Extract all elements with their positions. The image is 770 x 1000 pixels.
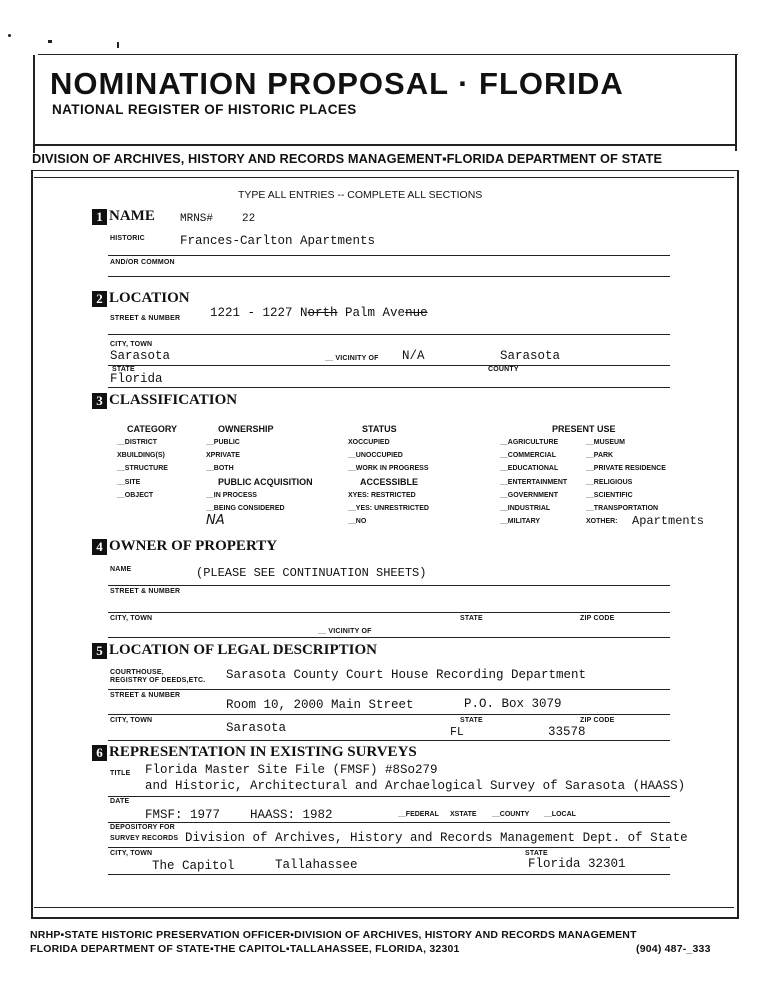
present-use-option: __PARK — [586, 452, 614, 459]
present-use-option: __PRIVATE RESIDENCE — [586, 465, 666, 472]
vicinity-label: __ VICINITY OF — [325, 355, 379, 362]
ownership-header: OWNERSHIP — [218, 424, 274, 434]
ownership-option: __PUBLIC — [206, 439, 240, 446]
owner-name-label: NAME — [110, 566, 132, 573]
scan-speck — [48, 40, 52, 43]
present-use-option: __EDUCATIONAL — [500, 465, 559, 472]
state-value: Florida — [110, 372, 163, 386]
legal-state-label: STATE — [460, 717, 483, 724]
survey-city-value-2: Tallahassee — [275, 858, 358, 872]
present-use-option: __GOVERNMENT — [500, 492, 558, 499]
section-number: 1 — [92, 209, 107, 225]
form-inner-bottom — [34, 907, 734, 908]
rule — [108, 847, 670, 848]
rule — [108, 740, 670, 741]
rule — [108, 255, 670, 256]
header-bottom-rule — [33, 144, 737, 146]
state-label: STATE — [112, 366, 135, 373]
present-use-option: __INDUSTRIAL — [500, 505, 551, 512]
present-use-option: __ENTERTAINMENT — [500, 479, 568, 486]
legal-state-value: FL — [450, 726, 464, 739]
instructions: TYPE ALL ENTRIES -- COMPLETE ALL SECTIONS — [238, 189, 483, 201]
legal-zip-label: ZIP CODE — [580, 717, 615, 724]
present-use-option: __MILITARY — [500, 518, 541, 525]
legal-street-label: STREET & NUMBER — [110, 692, 181, 699]
other-use-value: Apartments — [632, 514, 705, 528]
present-use-option: __SCIENTIFIC — [586, 492, 633, 499]
owner-vicinity-label: __ VICINITY OF — [318, 628, 372, 635]
legal-city-value: Sarasota — [226, 721, 287, 735]
footer-line-1: NRHP▪STATE HISTORIC PRESERVATION OFFICER▪DIVISION OF ARCHIVES, HISTORY AND RECORDS MANAGEMENT — [30, 929, 637, 941]
legal-street-value: Room 10, 2000 Main Street — [226, 698, 414, 712]
rule — [108, 365, 670, 366]
section-number: 4 — [92, 539, 107, 555]
owner-state-label: STATE — [460, 615, 483, 622]
vicinity-value: N/A — [402, 349, 425, 363]
section-classification-heading: 3 CLASSIFICATION — [92, 392, 237, 409]
accessible-option: __YES: UNRESTRICTED — [348, 505, 429, 512]
courthouse-label: COURTHOUSE, — [110, 669, 164, 676]
category-option: XBUILDING(S) — [117, 452, 165, 459]
depository-label: SURVEY RECORDS — [110, 835, 179, 842]
footer-phone: (904) 487-_333 — [636, 943, 711, 955]
survey-level-federal: __FEDERAL — [398, 811, 439, 818]
ownership-option: __BOTH — [206, 465, 234, 472]
survey-state-label: STATE — [525, 850, 548, 857]
section-location-heading: 2 LOCATION — [92, 290, 190, 307]
scan-speck — [8, 34, 11, 37]
category-option: __STRUCTURE — [117, 465, 168, 472]
rule — [108, 714, 670, 715]
status-option: XOCCUPIED — [348, 439, 390, 446]
present-use-option: __RELIGIOUS — [586, 479, 633, 486]
rule — [108, 612, 670, 613]
acquisition-option: __IN PROCESS — [206, 492, 257, 499]
division-bottom-rule — [33, 170, 737, 171]
category-option: __SITE — [117, 479, 141, 486]
rule — [108, 276, 670, 277]
survey-title-line2: and Historic, Architectural and Archaelogical Survey of Sarasota (HAASS) — [145, 779, 686, 793]
county-label: COUNTY — [488, 366, 519, 373]
owner-city-label: CITY, TOWN — [110, 615, 153, 622]
acquisition-note: NA — [206, 513, 225, 528]
rule — [108, 637, 670, 638]
form-right-rule — [737, 170, 739, 918]
rule — [108, 585, 670, 586]
depository-value: Division of Archives, History and Records Management Dept. of State — [185, 831, 688, 845]
status-header: STATUS — [362, 424, 397, 434]
survey-state-value: Florida 32301 — [528, 857, 626, 871]
survey-city-label: CITY, TOWN — [110, 850, 153, 857]
courthouse-label: REGISTRY OF DEEDS,ETC. — [110, 677, 206, 684]
survey-date-label: DATE — [110, 798, 130, 805]
legal-city-label: CITY, TOWN — [110, 717, 153, 724]
present-use-header: PRESENT USE — [552, 424, 616, 434]
header-right-rule — [735, 55, 737, 151]
street-value: 1221 - 1227 North Palm Avenue — [210, 306, 428, 320]
form-bottom-rule — [31, 917, 739, 919]
rule — [108, 387, 670, 388]
legal-zip-value: 33578 — [548, 725, 586, 739]
category-option: __OBJECT — [117, 492, 154, 499]
survey-title-label: TITLE — [110, 770, 131, 777]
status-option: __UNOCCUPIED — [348, 452, 403, 459]
top-rule — [38, 54, 738, 55]
rule — [108, 796, 670, 797]
county-value: Sarasota — [500, 349, 561, 363]
courthouse-value: Sarasota County Court House Recording Department — [226, 668, 587, 682]
city-value: Sarasota — [110, 349, 171, 363]
footer-line-2: FLORIDA DEPARTMENT OF STATE▪THE CAPITOL▪TALLAHASSEE, FLORIDA, 32301 — [30, 943, 460, 955]
rule — [108, 822, 670, 823]
depository-label: DEPOSITORY FOR — [110, 824, 175, 831]
survey-title-line1: Florida Master Site File (FMSF) #8So279 — [145, 763, 438, 777]
rule — [108, 874, 670, 875]
section-surveys-heading: 6 REPRESENTATION IN EXISTING SURVEYS — [92, 744, 417, 761]
accessible-option: XYES: RESTRICTED — [348, 492, 416, 499]
street-label: STREET & NUMBER — [110, 315, 181, 322]
accessible-option: __NO — [348, 518, 367, 525]
owner-street-label: STREET & NUMBER — [110, 588, 181, 595]
city-label: CITY, TOWN — [110, 341, 153, 348]
category-option: __DISTRICT — [117, 439, 158, 446]
form-left-rule — [31, 170, 33, 918]
owner-name-value: (PLEASE SEE CONTINUATION SHEETS) — [196, 566, 427, 580]
section-name-heading: 1 NAME — [92, 208, 155, 225]
accessible-header: ACCESSIBLE — [360, 477, 419, 487]
survey-level-local: __LOCAL — [544, 811, 576, 818]
section-number: 5 — [92, 643, 107, 659]
ownership-option: XPRIVATE — [206, 452, 240, 459]
present-use-option: __TRANSPORTATION — [586, 505, 659, 512]
status-option: __WORK IN PROGRESS — [348, 465, 429, 472]
present-use-option: __MUSEUM — [586, 439, 625, 446]
present-use-option: __AGRICULTURE — [500, 439, 559, 446]
survey-level-county: __COUNTY — [492, 811, 530, 818]
present-use-option: __COMMERCIAL — [500, 452, 557, 459]
section-number: 3 — [92, 393, 107, 409]
acquisition-option: __BEING CONSIDERED — [206, 505, 285, 512]
historic-label: HISTORIC — [110, 235, 145, 242]
mrns-value: 22 — [242, 213, 256, 225]
header-left-rule — [33, 55, 35, 153]
form-title: NOMINATION PROPOSAL · FLORIDA — [50, 66, 624, 101]
rule — [108, 689, 670, 690]
scan-speck — [117, 42, 119, 48]
category-header: CATEGORY — [127, 424, 178, 434]
section-owner-heading: 4 OWNER OF PROPERTY — [92, 538, 277, 555]
form-subtitle: NATIONAL REGISTER OF HISTORIC PLACES — [52, 102, 357, 117]
mrns-label: MRNS# — [180, 213, 214, 225]
section-number: 6 — [92, 745, 107, 761]
survey-city-value: The Capitol — [152, 859, 235, 873]
survey-date-value: FMSF: 1977 HAASS: 1982 — [145, 808, 333, 822]
form-inner-top — [34, 177, 734, 178]
survey-level-state: XSTATE — [450, 811, 477, 818]
section-legal-heading: 5 LOCATION OF LEGAL DESCRIPTION — [92, 642, 377, 659]
legal-pobox-value: P.O. Box 3079 — [464, 697, 562, 711]
section-number: 2 — [92, 291, 107, 307]
rule — [108, 334, 670, 335]
common-name-label: AND/OR COMMON — [110, 259, 175, 266]
present-use-option: XOTHER: — [586, 518, 618, 525]
owner-zip-label: ZIP CODE — [580, 615, 615, 622]
historic-name-value: Frances-Carlton Apartments — [180, 234, 376, 248]
acquisition-header: PUBLIC ACQUISITION — [218, 477, 313, 487]
division-banner: DIVISION OF ARCHIVES, HISTORY AND RECORDS MANAGEMENT▪FLORIDA DEPARTMENT OF STATE — [32, 151, 663, 166]
